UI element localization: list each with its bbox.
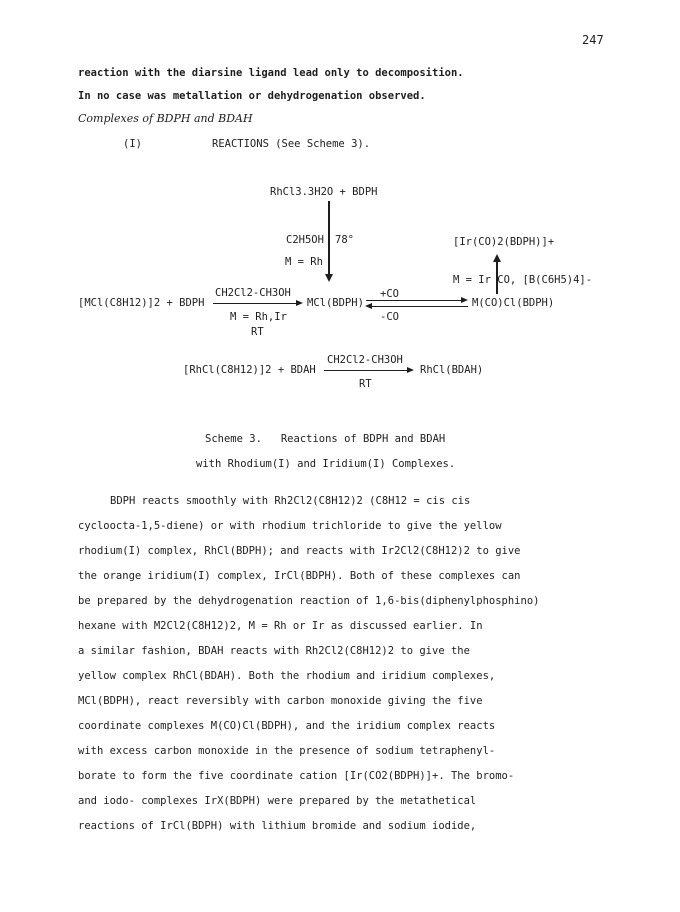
scheme-bdah-cond-bottom: RT (359, 378, 372, 390)
scheme-bdah-reactant: [RhCl(C8H12)]2 + BDAH (183, 364, 316, 376)
scheme-cond-temp: 78° (335, 234, 354, 246)
equilibrium-forward-head (461, 297, 468, 303)
body-line-8: yellow complex RhCl(BDAH). Both the rhodium and iridium complexes, (78, 670, 496, 682)
scheme-co-bottom: -CO (380, 311, 399, 323)
body-line-4: the orange iridium(I) complex, IrCl(BDPH). Both of these complexes can (78, 570, 521, 582)
scheme-cond-solvent: C2H5OH (286, 234, 324, 246)
body-line-7: a similar fashion, BDAH reacts with Rh2Cl2(C8H12)2 to give the (78, 645, 470, 657)
scheme-top-reactant: RhCl3.3H2O + BDPH (270, 186, 378, 198)
down-arrowhead (325, 274, 333, 282)
body-line-10: coordinate complexes M(CO)Cl(BDPH), and the iridium complex reacts (78, 720, 496, 732)
scheme-left-reactant: [MCl(C8H12)]2 + BDPH (78, 297, 205, 309)
equilibrium-forward-line (366, 300, 462, 301)
scheme-left-cond-top: CH2Cl2-CH3OH (215, 287, 291, 299)
body-line-2: cycloocta-1,5-diene) or with rhodium trichloride to give the yellow (78, 520, 502, 532)
bdah-arrowhead (407, 367, 414, 373)
scheme-left-cond-bottom-1: M = Rh,Ir (230, 311, 287, 323)
body-line-5: be prepared by the dehydrogenation reaction of 1,6-bis(diphenylphosphino) (78, 595, 540, 607)
scheme-right-product: M(CO)Cl(BDPH) (472, 297, 555, 309)
scheme-left-cond-bottom-2: RT (251, 326, 264, 338)
body-line-11: with excess carbon monoxide in the presence of sodium tetraphenyl- (78, 745, 496, 757)
subsection-title: REACTIONS (See Scheme 3). (212, 138, 371, 150)
subsection-number: (I) (123, 138, 142, 150)
up-arrowhead (493, 254, 501, 262)
intro-line-2: In no case was metallation or dehydrogenation observed. (78, 90, 426, 102)
scheme-co-top: +CO (380, 288, 399, 300)
body-line-13: and iodo- complexes IrX(BDPH) were prepared by the metathetical (78, 795, 477, 807)
scheme-bdah-cond-top: CH2Cl2-CH3OH (327, 354, 403, 366)
caption-line-1: Scheme 3. Reactions of BDPH and BDAH (205, 433, 446, 445)
equilibrium-back-line (372, 306, 468, 307)
left-arrowhead (296, 300, 303, 306)
left-arrow-line (213, 303, 297, 304)
scheme-cation-cond: M = Ir CO, [B(C6H5)4]- (453, 274, 593, 286)
scheme-cond-metal: M = Rh (285, 256, 323, 268)
bdah-arrow-line (324, 370, 408, 371)
body-line-9: MCl(BDPH), react reversibly with carbon monoxide giving the five (78, 695, 483, 707)
body-line-3: rhodium(I) complex, RhCl(BDPH); and reacts with Ir2Cl2(C8H12)2 to give (78, 545, 521, 557)
caption-line-2: with Rhodium(I) and Iridium(I) Complexes. (196, 458, 456, 470)
body-line-6: hexane with M2Cl2(C8H12)2, M = Rh or Ir as discussed earlier. In (78, 620, 483, 632)
vertical-arrow-shaft (328, 201, 330, 274)
body-line-12: borate to form the five coordinate cation [Ir(CO2(BDPH)]+. The bromo- (78, 770, 515, 782)
scheme-cation: [Ir(CO)2(BDPH)]+ (453, 236, 555, 248)
section-heading: Complexes of BDPH and BDAH (78, 112, 253, 125)
body-line-14: reactions of IrCl(BDPH) with lithium bromide and sodium iodide, (78, 820, 477, 832)
scheme-center-product: MCl(BDPH) (307, 297, 364, 309)
equilibrium-back-head (365, 303, 372, 309)
body-line-1: BDPH reacts smoothly with Rh2Cl2(C8H12)2 (C8H12 = cis cis (110, 495, 471, 507)
intro-line-1: reaction with the diarsine ligand lead only to decomposition. (78, 67, 464, 79)
page-number: 247 (582, 33, 604, 47)
scheme-bdah-product: RhCl(BDAH) (420, 364, 484, 376)
